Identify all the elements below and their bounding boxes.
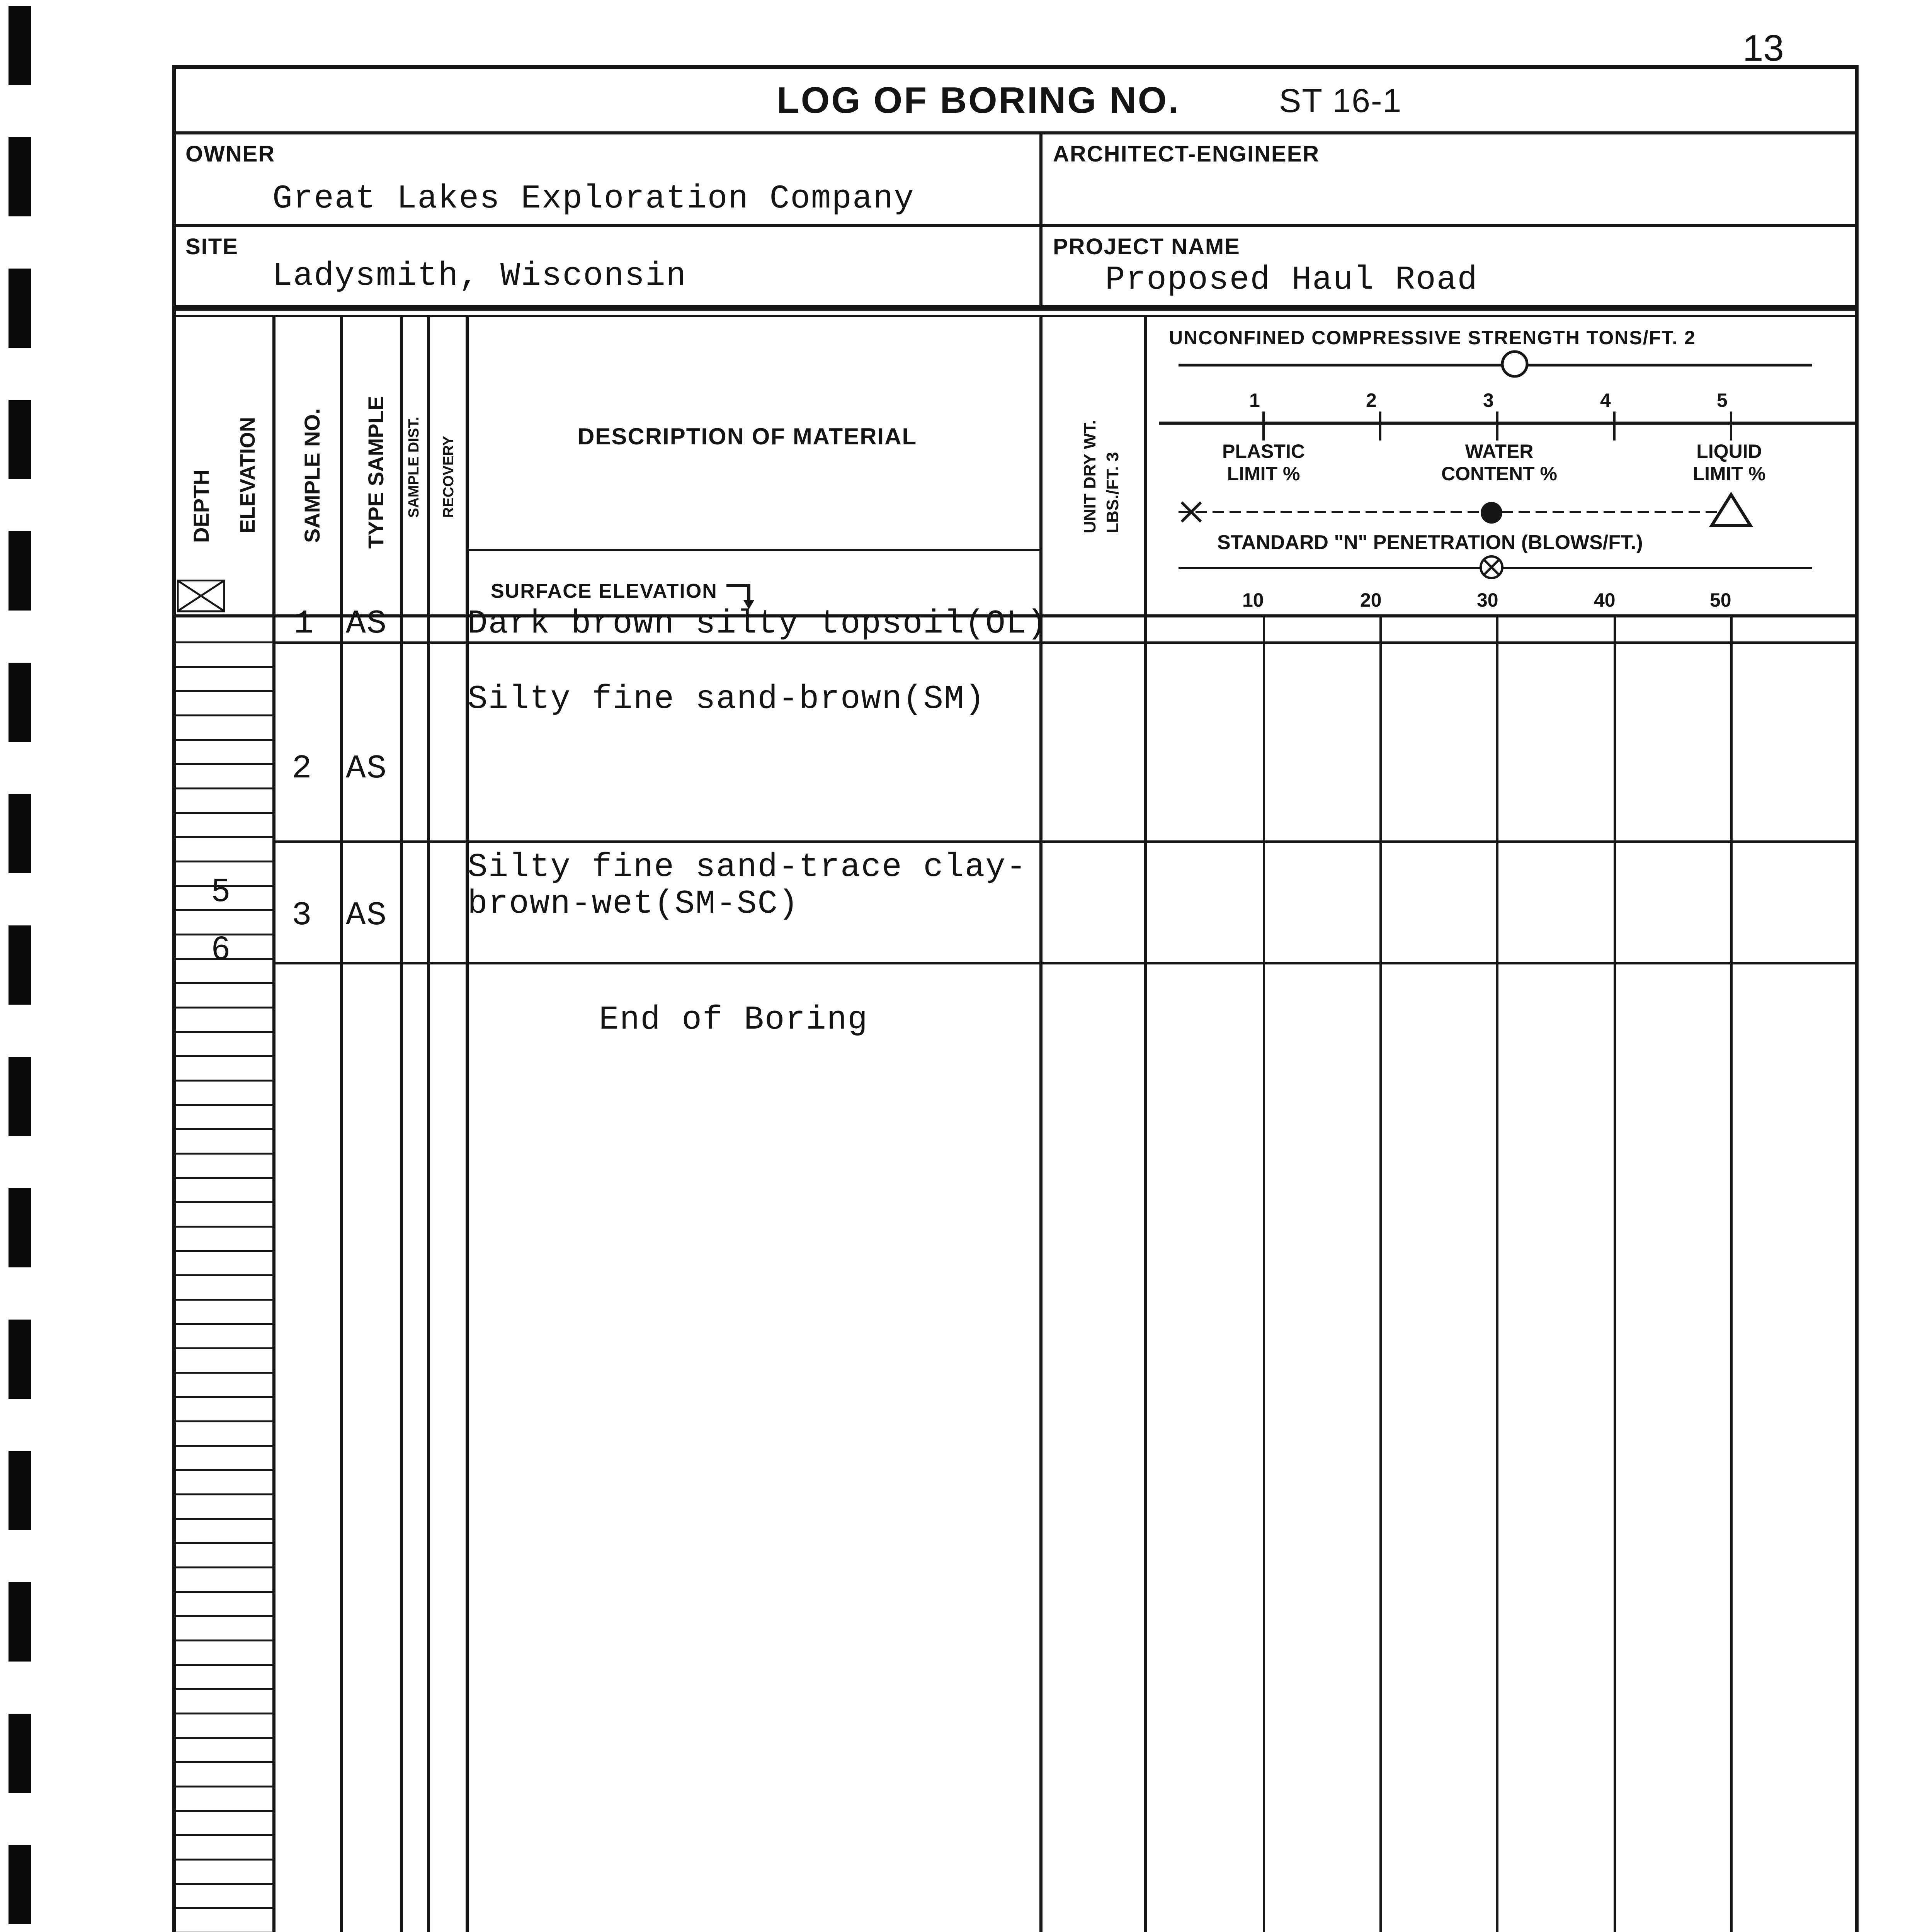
depth-rule-line: [176, 763, 274, 765]
site-value: Ladysmith, Wisconsin: [272, 257, 687, 295]
depth-rule-line: [176, 1396, 274, 1398]
type-sample-header: TYPE SAMPLE: [364, 396, 388, 549]
depth-rule-line: [176, 1786, 274, 1787]
project-value: Proposed Haul Road: [1105, 261, 1478, 299]
depth-rule-line: [176, 1274, 274, 1276]
depth-corner-mark-icon: [177, 580, 227, 614]
depth-rule-line: [176, 1834, 274, 1836]
depth-rule-line: [176, 836, 274, 838]
depth-rule-line: [176, 1907, 274, 1909]
owner-value: Great Lakes Exploration Company: [272, 180, 915, 218]
depth-rule-line: [176, 861, 274, 862]
layer-description: brown-wet(SM-SC): [468, 885, 799, 923]
depth-rule-line: [176, 1664, 274, 1666]
depth-rule-line: [176, 1226, 274, 1228]
depth-rule-line: [176, 1737, 274, 1739]
depth-rule-line: [176, 1810, 274, 1812]
project-label: PROJECT NAME: [1053, 234, 1240, 259]
depth-mark: 6: [212, 930, 230, 966]
depth-rule-line: [176, 1591, 274, 1593]
punch-hole: [9, 6, 31, 85]
layer-description: Silty fine sand-brown(SM): [468, 680, 986, 718]
punch-hole: [9, 1714, 31, 1793]
n-tick-40: 40: [1594, 589, 1616, 611]
depth-rule-line: [176, 1055, 274, 1057]
elevation-header: ELEVATION: [236, 417, 259, 533]
depth-rule-line: [176, 1883, 274, 1885]
strata-line: [272, 962, 1859, 964]
depth-rule-line: [176, 1688, 274, 1690]
depth-mark: 5: [212, 872, 230, 908]
punch-hole: [9, 531, 31, 611]
depth-rule-line: [176, 666, 274, 668]
n-tick-50: 50: [1710, 589, 1731, 611]
depth-rule-line: [176, 1031, 274, 1033]
depth-rule-line: [176, 1177, 274, 1179]
punch-hole: [9, 663, 31, 742]
punch-hole: [9, 137, 31, 216]
depth-rule-line: [176, 787, 274, 789]
owner-label: OWNER: [185, 141, 276, 167]
sample-type: AS: [346, 896, 388, 934]
form-title: LOG OF BORING NO.: [777, 80, 1180, 121]
sample-dist-header: SAMPLE DIST.: [406, 417, 422, 518]
sample-no: 1: [294, 605, 315, 643]
depth-rule-line: [176, 1104, 274, 1106]
punch-hole: [9, 1320, 31, 1399]
depth-rule-line: [176, 1566, 274, 1568]
punch-hole: [9, 1845, 31, 1924]
punch-hole: [9, 794, 31, 873]
strength-tick-1: 1: [1249, 389, 1260, 411]
depth-rule-line: [176, 1128, 274, 1130]
boring-number: ST 16-1: [1279, 82, 1402, 119]
strength-tick-2: 2: [1366, 389, 1377, 411]
sample-no: 2: [292, 750, 313, 787]
depth-rule-line: [176, 739, 274, 741]
punch-hole: [9, 925, 31, 1005]
depth-rule-line: [176, 1299, 274, 1301]
punch-hole: [9, 400, 31, 479]
depth-rule-line: [176, 1615, 274, 1617]
architect-label: ARCHITECT-ENGINEER: [1053, 141, 1320, 167]
depth-rule-line: [176, 1542, 274, 1544]
depth-rule-line: [176, 1153, 274, 1155]
depth-rule-line: [176, 1250, 274, 1252]
strength-tick-4: 4: [1600, 389, 1611, 411]
depth-rule-line: [176, 1761, 274, 1763]
water-content-label: WATER CONTENT %: [1441, 440, 1557, 485]
depth-rule-line: [176, 1201, 274, 1203]
page-number: 13: [1743, 27, 1784, 69]
depth-rule-line: [176, 1372, 274, 1374]
depth-rule-line: [176, 909, 274, 911]
punch-hole: [9, 1057, 31, 1136]
depth-rule-line: [176, 1347, 274, 1349]
sample-type: AS: [346, 750, 388, 787]
depth-rule-line: [176, 812, 274, 814]
depth-rule-line: [176, 1469, 274, 1471]
depth-rule-line: [176, 641, 274, 643]
punch-hole: [9, 1188, 31, 1267]
punch-hole: [9, 1451, 31, 1530]
unit-dry-wt-units: LBS./FT. 3: [1103, 452, 1122, 533]
plastic-limit-label: PLASTIC LIMIT %: [1222, 440, 1305, 485]
strength-tick-3: 3: [1483, 389, 1494, 411]
depth-rule-line: [176, 1080, 274, 1082]
depth-rule-line: [176, 1493, 274, 1495]
depth-rule-line: [176, 1518, 274, 1520]
depth-rule-line: [176, 1445, 274, 1447]
n-tick-30: 30: [1477, 589, 1498, 611]
penetration-label: STANDARD "N" PENETRATION (BLOWS/FT.): [1217, 531, 1643, 554]
recovery-header: RECOVERY: [440, 436, 457, 518]
strength-tick-5: 5: [1717, 389, 1728, 411]
depth-rule-line: [176, 982, 274, 984]
layer-description: Dark brown silty topsoil(OL): [468, 605, 1048, 643]
liquid-limit-label: LIQUID LIMIT %: [1692, 440, 1766, 485]
unit-dry-wt-header: UNIT DRY WT.: [1080, 420, 1099, 533]
punch-hole: [9, 269, 31, 348]
depth-rule-line: [176, 1420, 274, 1422]
strata-line: [272, 840, 1859, 843]
punch-hole: [9, 1582, 31, 1662]
surface-elevation-label: SURFACE ELEVATION: [491, 580, 718, 602]
description-header: DESCRIPTION OF MATERIAL: [578, 423, 917, 449]
depth-header: DEPTH: [189, 469, 213, 543]
depth-rule-line: [176, 1713, 274, 1714]
depth-rule-line: [176, 714, 274, 716]
depth-rule-line: [176, 690, 274, 692]
depth-rule-line: [176, 1639, 274, 1641]
sample-no-header: SAMPLE NO.: [300, 408, 324, 543]
n-tick-10: 10: [1242, 589, 1264, 611]
depth-rule-line: [176, 1323, 274, 1325]
sample-no: 3: [292, 896, 313, 934]
depth-rule-line: [176, 1007, 274, 1009]
site-label: SITE: [185, 234, 238, 259]
end-of-boring: End of Boring: [599, 1001, 868, 1039]
layer-description: Silty fine sand-trace clay-: [468, 848, 1027, 886]
strength-title: UNCONFINED COMPRESSIVE STRENGTH TONS/FT. 2: [1169, 327, 1696, 349]
n-tick-20: 20: [1360, 589, 1382, 611]
sample-type: AS: [346, 605, 388, 643]
depth-rule-line: [176, 1859, 274, 1861]
